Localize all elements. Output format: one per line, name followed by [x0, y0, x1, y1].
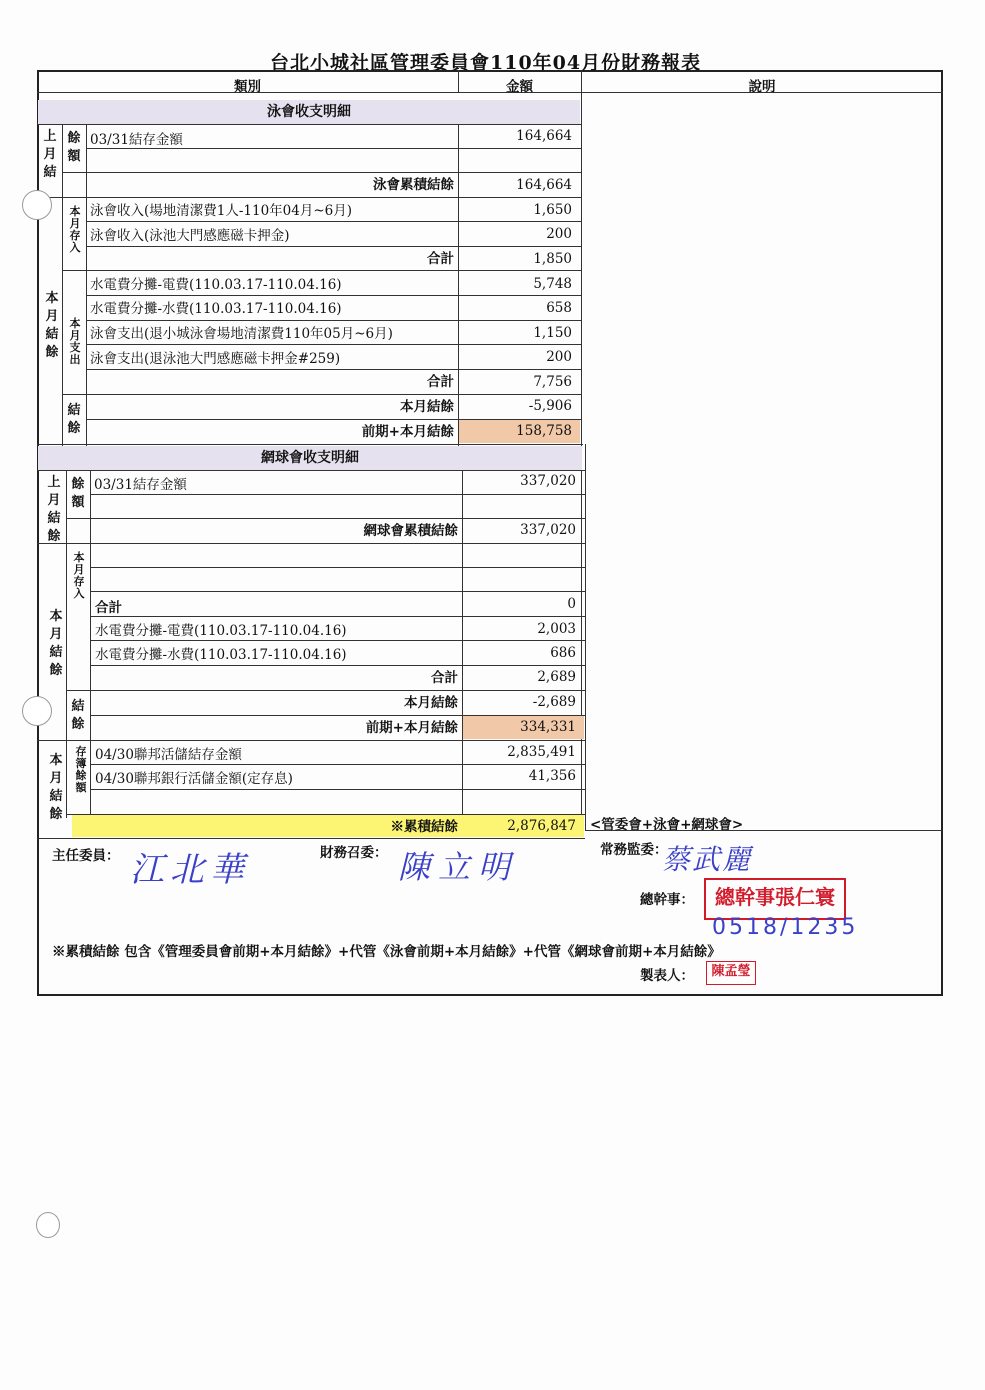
- tennis-amount-col: [462, 470, 463, 818]
- tennis-month-balance-label: 本月結餘: [404, 695, 458, 711]
- swim-expense-3-label: 泳會支出(退小城泳會場地清潔費110年05月~6月): [90, 326, 393, 342]
- bank-item-1-label: 04/30聯邦活儲結存金額: [95, 747, 242, 763]
- tennis-expense-total: 2,689: [537, 669, 576, 685]
- row-line: [90, 616, 585, 617]
- supervisor-label: 常務監委：: [600, 842, 668, 858]
- swim-income-1-amount: 1,650: [533, 202, 572, 218]
- swim-income-2-amount: 200: [546, 226, 572, 242]
- swim-income-total-label: 合計: [427, 251, 454, 267]
- swim-expense-2-label: 水電費分攤-水費(110.03.17-110.04.16): [90, 301, 342, 317]
- tennis-final-amount: 334,331: [520, 719, 576, 735]
- secretary-label: 總幹事：: [640, 892, 694, 908]
- swim-expense-4-amount: 200: [546, 349, 572, 365]
- swim-accum-label: 泳會累積結餘: [373, 177, 454, 193]
- row-line: [66, 518, 585, 519]
- tennis-col-b: [90, 470, 91, 818]
- row-line: [66, 690, 585, 691]
- swim-prev-label: 上 月 結: [43, 129, 57, 180]
- tennis-prev-item: 03/31結存金額: [94, 477, 187, 493]
- swim-expense-4-label: 泳會支出(退泳池大門感應磁卡押金#259): [90, 351, 341, 367]
- preparer-label: 製表人：: [640, 968, 694, 984]
- swim-prev-item: 03/31結存金額: [90, 132, 183, 148]
- tennis-right-col: [585, 444, 586, 830]
- swim-final-label: 前期+本月結餘: [361, 424, 454, 440]
- row-line: [62, 172, 581, 173]
- swim-balance-label: 結 餘: [67, 403, 81, 436]
- footnote: ※累積結餘 包含《管理委員會前期+本月結餘》+代管《泳會前期+本月結餘》+代管《網球會前期+本月結餘》: [52, 944, 721, 960]
- swim-section-divider: [37, 124, 581, 125]
- chair-signature: 江北華: [130, 850, 250, 890]
- finance-signature: 陳立明: [398, 848, 519, 886]
- row-line: [86, 148, 581, 149]
- tennis-month-label: 本 月 結 餘: [49, 609, 63, 678]
- bank-total-label: ※累積結餘: [390, 819, 458, 835]
- secretary-date: 0518/1235: [712, 915, 859, 940]
- swim-section-title: 泳會收支明細: [38, 100, 580, 124]
- swim-income-total: 1,850: [533, 251, 572, 267]
- tennis-income-label: 本 月 存 入: [73, 551, 85, 600]
- bank-item-1-amount: 2,835,491: [507, 744, 576, 760]
- tennis-final-label: 前期+本月結餘: [365, 720, 458, 736]
- row-line: [585, 830, 943, 831]
- swim-expense-total-label: 合計: [427, 374, 454, 390]
- row-line: [90, 567, 585, 568]
- swim-expense-1-amount: 5,748: [533, 276, 572, 292]
- binder-hole: [22, 696, 52, 726]
- chair-label: 主任委員：: [52, 848, 120, 864]
- tennis-expense-1-label: 水電費分攤-電費(110.03.17-110.04.16): [95, 623, 347, 639]
- swim-expense-total: 7,756: [533, 374, 572, 390]
- row-line: [86, 344, 581, 345]
- swim-income-2-label: 泳會收入(泳池大門感應磁卡押金): [90, 228, 290, 244]
- binder-hole: [22, 190, 52, 220]
- supervisor-signature: 蔡武麗: [662, 843, 753, 876]
- swim-income-label: 本 月 存 入: [69, 205, 81, 254]
- tennis-prev-amount: 337,020: [520, 473, 576, 489]
- report-title: 台北小城社區管理委員會110年04月份財務報表: [270, 52, 702, 74]
- row-line: [86, 320, 581, 321]
- row-line: [90, 665, 585, 666]
- bank-sub-label: 存 簿 餘 額: [75, 745, 87, 794]
- tennis-expense-total-label: 合計: [431, 670, 458, 686]
- swim-accum-amount: 164,664: [516, 177, 572, 193]
- preparer-stamp: 陳孟瑩: [706, 961, 756, 985]
- swim-prev-amount: 164,664: [516, 128, 572, 144]
- swim-income-1-label: 泳會收入(場地清潔費1人-110年04月~6月): [90, 203, 353, 219]
- row-line: [86, 369, 581, 370]
- row-line: [90, 494, 585, 495]
- tennis-section-title: 網球會收支明細: [38, 446, 582, 470]
- row-line: [62, 394, 581, 395]
- row-line: [90, 591, 585, 592]
- bank-total-note: <管委會+泳會+網球會>: [590, 817, 744, 833]
- swim-prev-sub: 餘 額: [67, 131, 81, 164]
- tennis-month-balance: -2,689: [532, 694, 576, 710]
- bank-item-2-amount: 41,356: [528, 768, 576, 784]
- tennis-balance-label: 結 餘: [71, 699, 85, 732]
- row-line: [37, 444, 583, 445]
- tennis-prev-label: 上 月 結 餘: [47, 475, 61, 544]
- row-line: [90, 789, 585, 790]
- bank-month-label: 本 月 結 餘: [49, 753, 63, 822]
- swim-final-amount: 158,758: [516, 423, 572, 439]
- row-line: [86, 295, 581, 296]
- swim-expense-3-amount: 1,150: [533, 325, 572, 341]
- bank-item-2-label: 04/30聯邦銀行活儲金額(定存息): [95, 771, 293, 787]
- swim-month-balance: -5,906: [528, 398, 572, 414]
- tennis-income-total-label: 合計: [95, 600, 122, 616]
- secretary-stamp: 總幹事張仁寰: [704, 878, 846, 920]
- tennis-col-a: [66, 470, 67, 818]
- row-line: [90, 640, 585, 641]
- tennis-prev-sub: 餘 額: [71, 477, 85, 510]
- tennis-accum-amount: 337,020: [520, 522, 576, 538]
- row-line: [37, 197, 581, 198]
- row-line: [86, 246, 581, 247]
- row-line: [62, 270, 581, 271]
- row-line: [37, 470, 585, 471]
- tennis-expense-2-label: 水電費分攤-水費(110.03.17-110.04.16): [95, 647, 347, 663]
- header-note: 說明: [748, 79, 776, 95]
- tennis-expense-1-amount: 2,003: [537, 621, 576, 637]
- tennis-accum-label: 網球會累積結餘: [363, 523, 458, 539]
- header-category: 類別: [234, 79, 261, 95]
- swim-expense-1-label: 水電費分攤-電費(110.03.17-110.04.16): [90, 277, 342, 293]
- bank-total-amount: 2,876,847: [507, 818, 576, 834]
- header-amount: 金額: [506, 79, 533, 95]
- tennis-expense-2-amount: 686: [550, 645, 576, 661]
- row-line: [37, 838, 585, 839]
- row-line: [37, 740, 585, 741]
- swim-month-label: 本 月 結 餘: [45, 291, 59, 360]
- row-line: [37, 543, 585, 544]
- swim-expense-label: 本 月 支 出: [69, 317, 81, 366]
- binder-hole: [36, 1212, 60, 1238]
- swim-expense-2-amount: 658: [546, 300, 572, 316]
- finance-label: 財務召委：: [320, 845, 388, 861]
- swim-month-balance-label: 本月結餘: [400, 399, 454, 415]
- tennis-income-total: 0: [567, 596, 576, 612]
- row-line: [86, 221, 581, 222]
- row-line: [90, 764, 585, 765]
